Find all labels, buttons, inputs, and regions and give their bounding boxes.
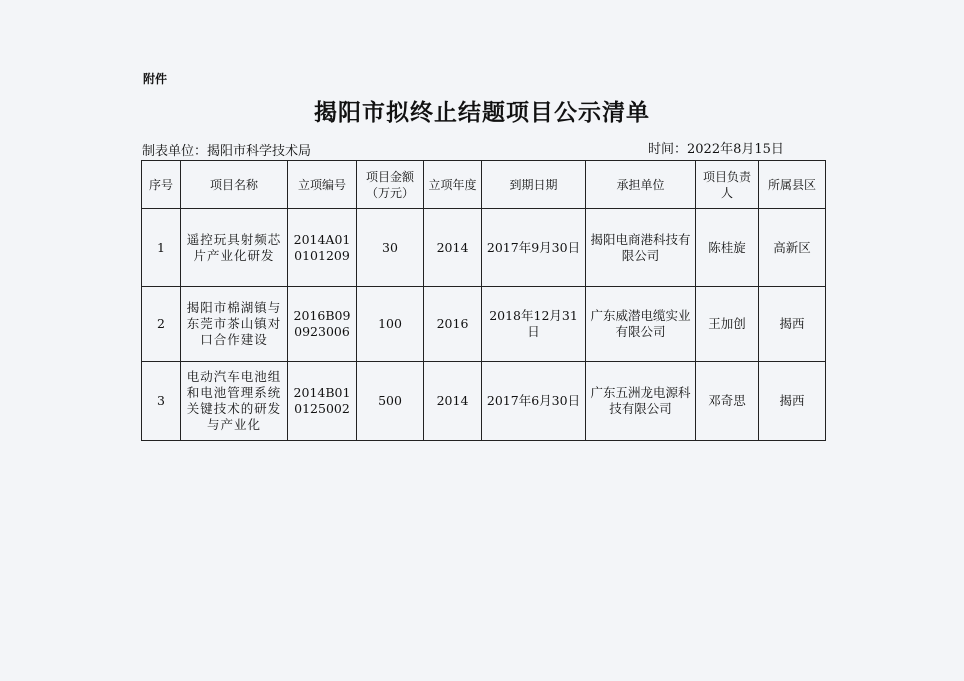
cell-no: 3 — [142, 362, 181, 441]
header-unit: 承担单位 — [586, 161, 696, 209]
cell-district: 揭西 — [759, 362, 826, 441]
header-amount: 项目金额（万元） — [357, 161, 424, 209]
header-leader: 项目负责人 — [696, 161, 759, 209]
cell-district: 揭西 — [759, 287, 826, 362]
cell-code: 2016B090923006 — [288, 287, 357, 362]
cell-due: 2017年9月30日 — [482, 209, 586, 287]
cell-amount: 100 — [357, 287, 424, 362]
cell-leader: 邓奇思 — [696, 362, 759, 441]
cell-code: 2014B010125002 — [288, 362, 357, 441]
cell-year: 2016 — [424, 287, 482, 362]
header-year: 立项年度 — [424, 161, 482, 209]
cell-code: 2014A010101209 — [288, 209, 357, 287]
publish-date: 时间：2022年8月15日 — [648, 142, 784, 157]
issuing-organization: 制表单位：揭阳市科学技术局 — [142, 144, 312, 159]
attachment-label: 附件 — [143, 72, 168, 86]
page-title: 揭阳市拟终止结题项目公示清单 — [314, 99, 650, 126]
cell-leader: 王加创 — [696, 287, 759, 362]
header-name: 项目名称 — [181, 161, 288, 209]
cell-no: 2 — [142, 287, 181, 362]
table-header-row — [142, 161, 826, 209]
header-code: 立项编号 — [288, 161, 357, 209]
cell-leader: 陈桂旋 — [696, 209, 759, 287]
cell-year: 2014 — [424, 362, 482, 441]
cell-year: 2014 — [424, 209, 482, 287]
cell-unit: 广东五洲龙电源科技有限公司 — [586, 362, 696, 441]
cell-unit: 揭阳电商港科技有限公司 — [586, 209, 696, 287]
cell-name: 揭阳市棉湖镇与东莞市茶山镇对口合作建设 — [181, 287, 288, 362]
cell-due: 2017年6月30日 — [482, 362, 586, 441]
project-table — [141, 160, 826, 441]
table-row — [142, 287, 826, 362]
header-district: 所属县区 — [759, 161, 826, 209]
cell-due: 2018年12月31日 — [482, 287, 586, 362]
cell-amount: 30 — [357, 209, 424, 287]
cell-no: 1 — [142, 209, 181, 287]
cell-name: 电动汽车电池组和电池管理系统关键技术的研发与产业化 — [181, 362, 288, 441]
cell-district: 高新区 — [759, 209, 826, 287]
cell-amount: 500 — [357, 362, 424, 441]
cell-unit: 广东威潜电缆实业有限公司 — [586, 287, 696, 362]
header-no: 序号 — [142, 161, 181, 209]
header-due: 到期日期 — [482, 161, 586, 209]
table-row — [142, 362, 826, 441]
table-row — [142, 209, 826, 287]
cell-name: 遥控玩具射频芯片产业化研发 — [181, 209, 288, 287]
